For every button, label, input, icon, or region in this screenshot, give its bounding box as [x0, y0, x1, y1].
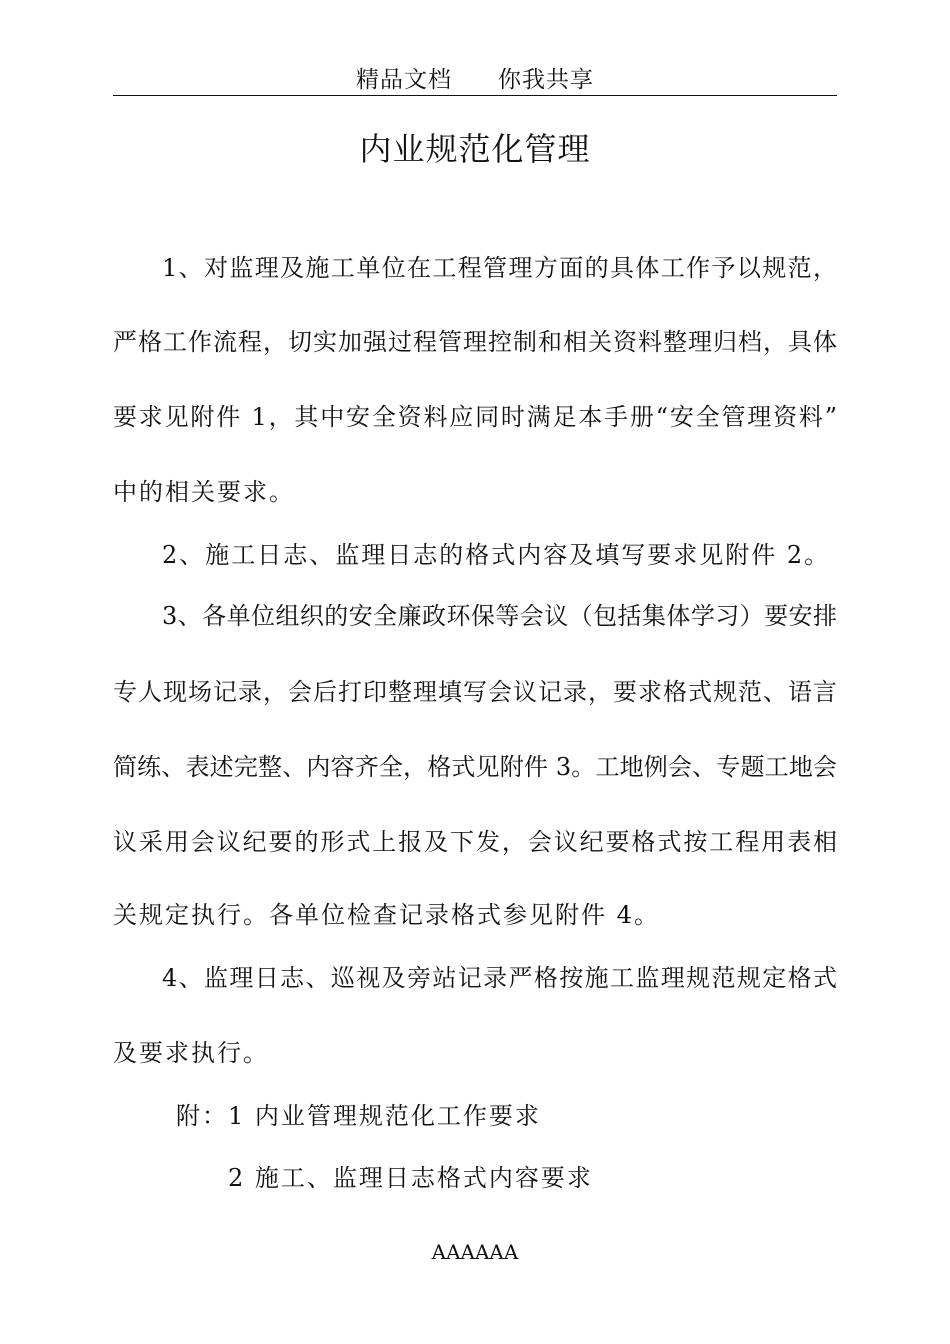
page-footer: AAAAAA	[431, 1240, 519, 1264]
paragraph-4-line-2: 及要求执行。	[113, 1039, 269, 1067]
page-header	[0, 66, 950, 94]
page-title: 内业规范化管理	[359, 130, 591, 168]
paragraph-1-line-1: 1、对监理及施工单位在工程管理方面的具体工作予以规范，	[162, 254, 837, 282]
paragraph-1-line-2: 严格工作流程，切实加强过程管理控制和相关资料整理归档，具体	[113, 328, 837, 356]
paragraph-3-line-5: 关规定执行。各单位检查记录格式参见附件 4。	[113, 901, 660, 929]
paragraph-1-line-4: 中的相关要求。	[113, 478, 295, 506]
paragraph-3-line-2: 专人现场记录，会后打印整理填写会议记录，要求格式规范、语言	[113, 678, 837, 706]
paragraph-2-line-1: 2、施工日志、监理日志的格式内容及填写要求见附件 2。	[162, 541, 831, 569]
paragraph-1-line-3: 要求见附件 1，其中安全资料应同时满足本手册“安全管理资料”	[113, 403, 837, 431]
paragraph-3-line-3: 简练、表述完整、内容齐全，格式见附件 3。工地例会、专题工地会	[113, 753, 837, 781]
paragraph-3-line-1: 3、各单位组织的安全廉政环保等会议（包括集体学习）要安排	[162, 602, 837, 630]
header-right-text: 你我共享	[498, 67, 594, 93]
header-left-text: 精品文档	[356, 67, 452, 93]
paragraph-4-line-1: 4、监理日志、巡视及旁站记录严格按施工监理规范规定格式	[162, 964, 837, 992]
attachment-item-1: 附：1 内业管理规范化工作要求	[176, 1102, 541, 1130]
header-rule	[113, 95, 837, 96]
paragraph-3-line-4: 议采用会议纪要的形式上报及下发，会议纪要格式按工程用表相	[113, 828, 837, 856]
attachment-item-2: 2 施工、监理日志格式内容要求	[228, 1164, 593, 1192]
